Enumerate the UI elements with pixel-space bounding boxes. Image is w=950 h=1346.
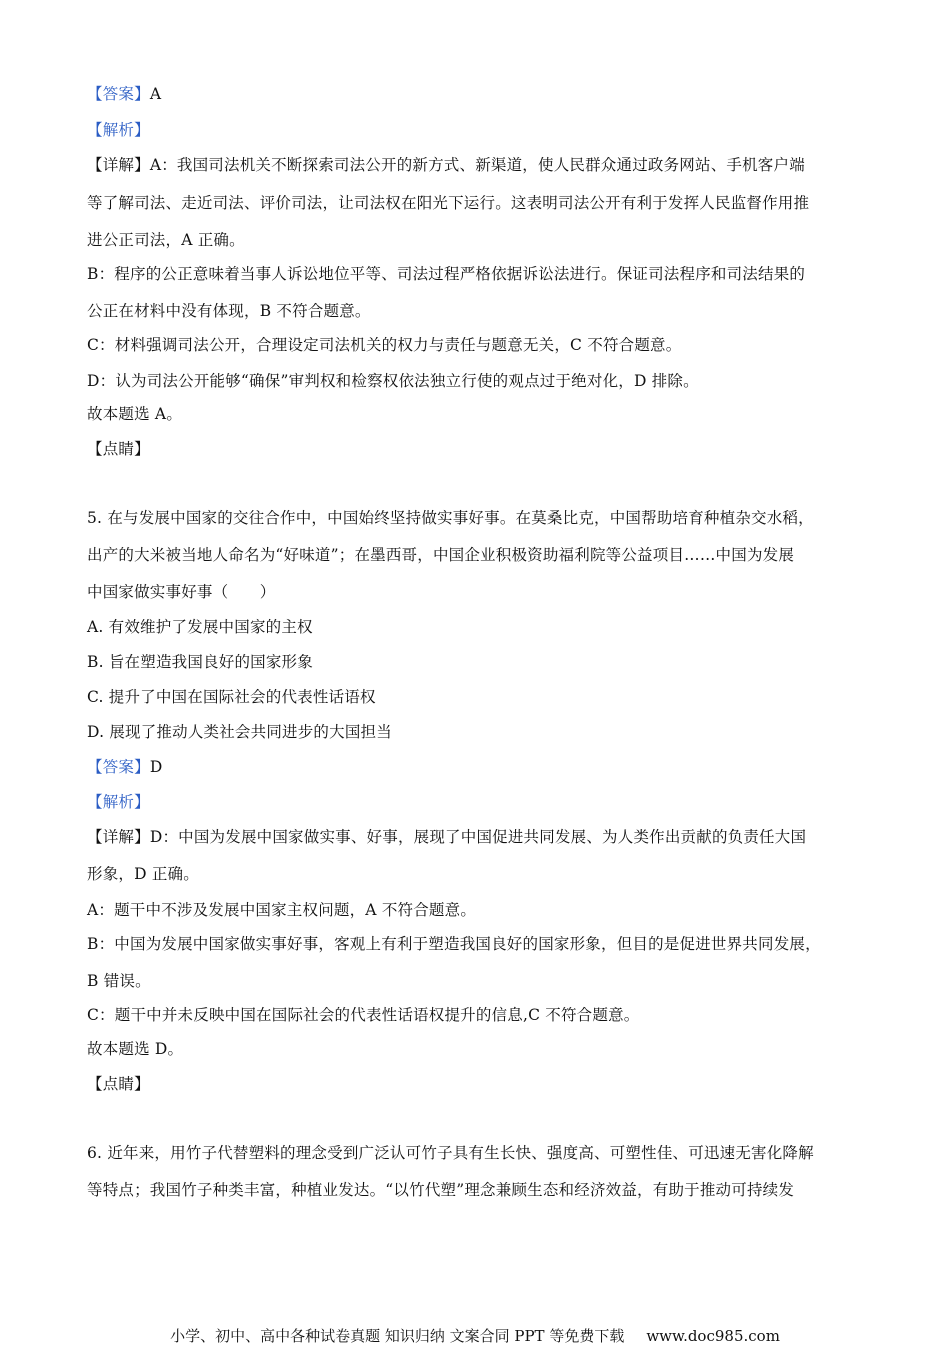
explanation-line: C：题干中并未反映中国在国际社会的代表性话语权提升的信息,C 不符合题意。 xyxy=(87,1006,640,1024)
explanation-line: B 错误。 xyxy=(87,972,151,990)
option-d: D. 展现了推动人类社会共同进步的大国担当 xyxy=(87,723,392,741)
explanation-line: 公正在材料中没有体现，B 不符合题意。 xyxy=(87,302,371,320)
question-stem: 6. 近年来，用竹子代替塑料的理念受到广泛认可竹子具有生长快、强度高、可塑性佳、可迅速无害化降解 xyxy=(87,1144,814,1162)
detail-text: D：中国为发展中国家做实事、好事，展现了中国促进共同发展、为人类作出贡献的负责任大国 xyxy=(149,828,807,846)
option-a: A. 有效维护了发展中国家的主权 xyxy=(87,618,313,636)
option-c: C. 提升了中国在国际社会的代表性话语权 xyxy=(87,688,376,706)
detail-text: A：我国司法机关不断探索司法公开的新方式、新渠道，使人民群众通过政务网站、手机客户端 xyxy=(149,156,805,174)
detail-text: 形象，D 正确。 xyxy=(87,865,199,883)
footer-text: 小学、初中、高中各种试卷真题 知识归纳 文案合同 PPT 等免费下载 xyxy=(170,1327,625,1345)
detail-text: 进公正司法，A 正确。 xyxy=(87,231,245,249)
page-footer xyxy=(0,1325,950,1346)
analysis-tag: 【解析】 xyxy=(87,793,150,811)
option-b: B. 旨在塑造我国良好的国家形象 xyxy=(87,653,313,671)
explanation-line: B：中国为发展中国家做实事好事，客观上有利于塑造我国良好的国家形象，但目的是促进世界共同发展， xyxy=(87,935,821,953)
question-stem: 中国家做实事好事（ ） xyxy=(87,583,276,601)
explanation-line: A：题干中不涉及发展中国家主权问题，A 不符合题意。 xyxy=(87,901,477,919)
question-stem: 等特点；我国竹子种类丰富，种植业发达。“以竹代塑”理念兼顾生态和经济效益，有助于推动可持续发 xyxy=(87,1181,795,1199)
answer-tag: 【答案】 xyxy=(87,758,150,776)
analysis-tag: 【解析】 xyxy=(87,121,150,139)
explanation-line: B：程序的公正意味着当事人诉讼地位平等、司法过程严格依据诉讼法进行。保证司法程序和司法结果的 xyxy=(87,265,806,283)
detail-line xyxy=(87,153,805,175)
comment-tag: 【点睛】 xyxy=(87,440,150,458)
detail-tag: 【详解】 xyxy=(87,828,150,846)
conclusion-line: 故本题选 A。 xyxy=(87,405,183,423)
answer-line xyxy=(87,755,162,777)
answer-line xyxy=(87,82,161,104)
detail-line xyxy=(87,825,806,847)
explanation-line: C：材料强调司法公开，合理设定司法机关的权力与责任与题意无关，C 不符合题意。 xyxy=(87,336,682,354)
question-stem: 出产的大米被当地人命名为“好味道”；在墨西哥，中国企业积极资助福利院等公益项目……中国为发展 xyxy=(87,546,795,564)
detail-text: 等了解司法、走近司法、评价司法，让司法权在阳光下运行。这表明司法公开有利于发挥人民监督作用推 xyxy=(87,194,810,212)
detail-tag: 【详解】 xyxy=(87,156,150,174)
comment-tag: 【点睛】 xyxy=(87,1075,150,1093)
answer-value: A xyxy=(149,85,162,103)
conclusion-line: 故本题选 D。 xyxy=(87,1040,184,1058)
question-stem: 5. 在与发展中国家的交往合作中，中国始终坚持做实事好事。在莫桑比克，中国帮助培育种植杂交水稻， xyxy=(87,509,814,527)
answer-tag: 【答案】 xyxy=(87,85,150,103)
explanation-line: D：认为司法公开能够“确保”审判权和检察权依法独立行使的观点过于绝对化，D 排除。 xyxy=(87,372,699,390)
footer-link[interactable]: www.doc985.com xyxy=(646,1327,780,1345)
answer-value: D xyxy=(149,758,163,776)
